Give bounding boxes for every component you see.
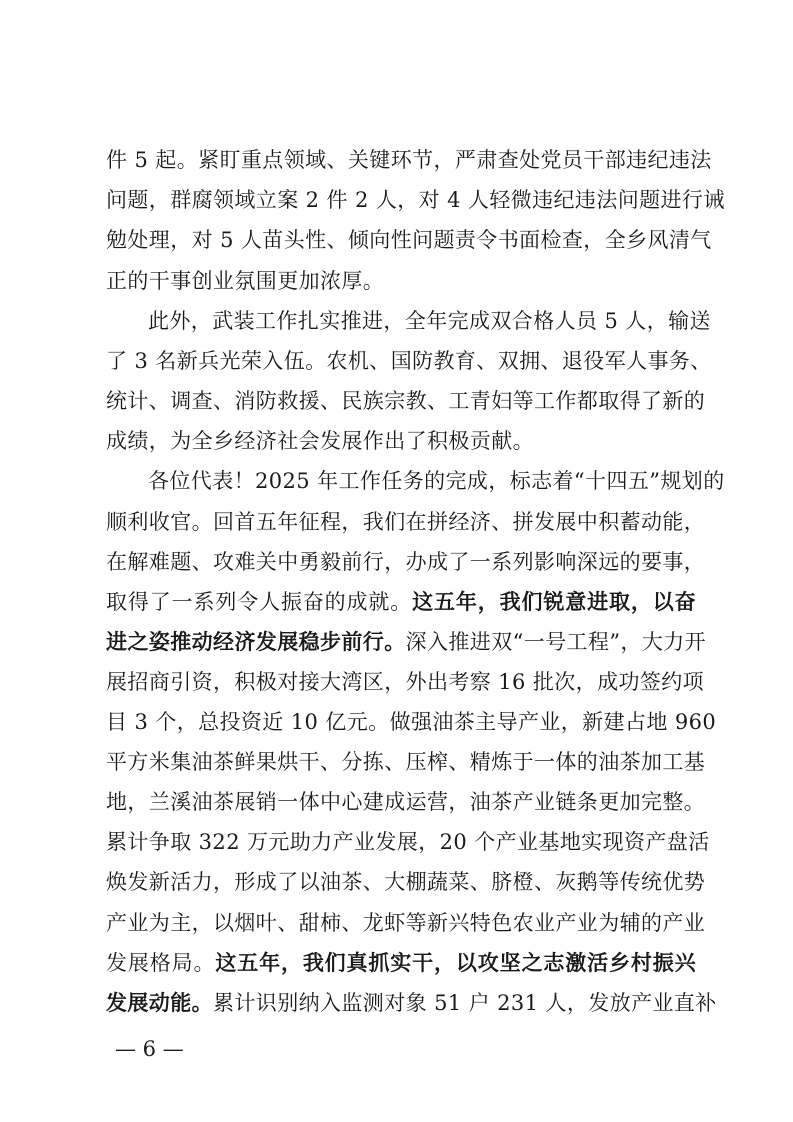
bold-text-segment: 进之姿推动经济发展稳步前行。 xyxy=(106,629,406,654)
text-segment: 顺利收官。回首五年征程，我们在拼经济、拼发展中积蓄动能， xyxy=(106,510,706,534)
text-segment: 勉处理，对 5 人苗头性、倾向性问题责令书面检查，全乡风清气 xyxy=(106,228,712,252)
text-line xyxy=(106,261,696,301)
text-segment: 累计识别纳入监测对象 51 户 231 人，发放产业直补 xyxy=(213,991,717,1015)
text-line xyxy=(106,140,712,180)
text-segment: 平方米集油茶鲜果烘干、分拣、压榨、精炼于一体的油茶加工基 xyxy=(106,750,706,774)
text-segment: 成绩，为全乡经济社会发展作出了积极贡献。 xyxy=(106,429,534,453)
text-line xyxy=(106,862,706,902)
text-line xyxy=(106,983,717,1023)
text-line xyxy=(106,421,696,461)
text-segment: 取得了一系列令人振奋的成就。 xyxy=(106,590,413,614)
text-line xyxy=(106,502,706,542)
text-line xyxy=(106,542,706,582)
text-line xyxy=(106,822,710,862)
text-line xyxy=(106,622,707,662)
text-segment: 此外，武装工作扎实推进，全年完成双合格人员 5 人，输送 xyxy=(148,309,711,333)
text-line xyxy=(106,341,712,381)
text-line xyxy=(106,220,712,260)
text-segment: 地，兰溪油茶展销一体中心建成运营，油茶产业链条更加完整。 xyxy=(106,790,706,814)
text-segment: 目 3 个，总投资近 10 亿元。做强油茶主导产业，新建占地 960 xyxy=(106,710,717,734)
text-line xyxy=(106,903,706,943)
text-line xyxy=(106,381,706,421)
text-segment: 累计争取 322 万元助力产业发展，20 个产业基地实现资产盘活 xyxy=(106,830,710,854)
text-segment: 问题，群腐领域立案 2 件 2 人，对 4 人轻微违纪违法问题进行诫 xyxy=(106,188,725,212)
text-segment: 件 5 起。紧盯重点领域、关键环节，严肃查处党员干部违纪违法 xyxy=(106,148,712,172)
text-line xyxy=(148,461,725,501)
text-segment: 焕发新活力，形成了以油茶、大棚蔬菜、脐橙、灰鹅等传统优势 xyxy=(106,870,706,894)
text-line xyxy=(106,702,717,742)
text-segment: 各位代表！2025 年工作任务的完成，标志着“十四五”规划的 xyxy=(148,469,725,493)
text-line xyxy=(106,782,706,822)
text-line xyxy=(106,180,725,220)
text-line xyxy=(106,662,705,702)
text-line xyxy=(148,301,711,341)
bold-text-segment: 发展动能。 xyxy=(106,990,213,1015)
bold-text-segment: 这五年，我们真抓实干，以攻坚之志激活乡村振兴 xyxy=(215,950,696,975)
text-segment: 展招商引资，积极对接大湾区，外出考察 16 批次，成功签约项 xyxy=(106,670,705,694)
text-segment: 深入推进双“一号工程”，大力开 xyxy=(405,630,707,654)
text-segment: 在解难题、攻难关中勇毅前行，办成了一系列影响深远的要事， xyxy=(106,550,706,574)
text-segment: 正的干事创业氛围更加浓厚。 xyxy=(106,269,385,293)
text-segment: 统计、调查、消防救援、民族宗教、工青妇等工作都取得了新的 xyxy=(106,389,706,413)
page-number: — 6 — xyxy=(115,1037,184,1061)
text-segment: 发展格局。 xyxy=(106,951,216,975)
text-segment: 产业为主，以烟叶、甜柿、龙虾等新兴特色农业产业为辅的产业 xyxy=(106,911,706,935)
bold-text-segment: 这五年，我们锐意进取，以奋 xyxy=(412,589,696,614)
text-segment: 了 3 名新兵光荣入伍。农机、国防教育、双拥、退役军人事务、 xyxy=(106,349,712,373)
text-line xyxy=(106,943,696,983)
text-line xyxy=(106,582,696,622)
text-line xyxy=(106,742,706,782)
